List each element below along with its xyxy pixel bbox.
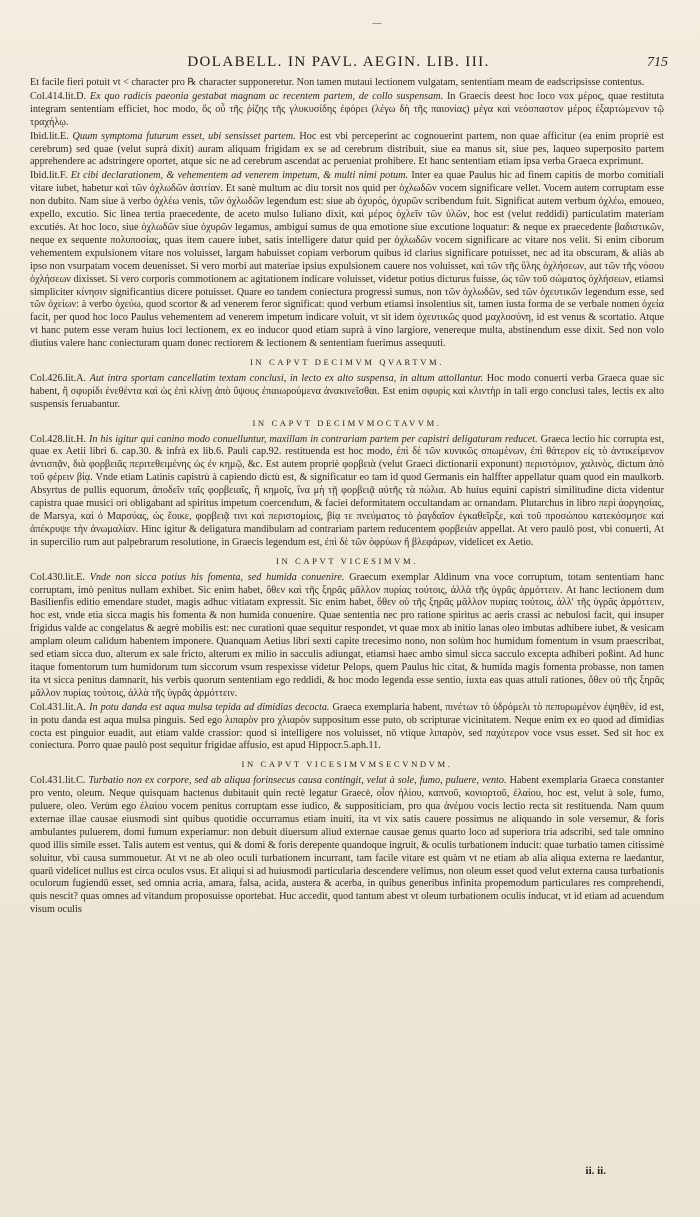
column-reference: Col.431.lit.C. — [30, 775, 86, 787]
running-title: DOLABELL. IN PAVL. AEGIN. LIB. III. — [187, 54, 490, 70]
column-reference: Col.426.lit.A. — [30, 372, 87, 384]
lemma-quote: In potu danda est aqua mulsa tepida ad dimidias decocta. — [89, 701, 330, 713]
paragraph-text: Inter ea quae Paulus hic ad finem capitis de morbo comitiali vitare iubet, habetur καὶ τῶν ὀχλωδῶν ἀσιτίαν. Et sanè multum ac diu torsit nos quid per ὀχλωδῶν vocem significare vellet. Vocem autem corruptam esse non dubito. Nam siue à verbo ὀχλέω venis, τῶν ὀχλωδῶν legendum est: siue ab ὀχυρός, ὀχυρῶν scribendum fuit. Significat autem verbum ὀχλέω, emoueo, expello, excutio. Sic linea tertia praecedente, de aceto mulso Iuliano dixit, καὶ μέρος ὀχλεῖν τῶν ὑλῶν, hoc est (velut reddidi) particulatim materiam excutiés. At hoc loco, siue ὀχλωδῶν siue ὀχυρῶν legamus, ambigui sumus de qua emotione siue excutione loquatur: & neque ex praecedente βαδιστικῶν, neque ex sequente πολυποσίας, quas item cauere iubet, satis intelligere datur quid per ὀχλωδῶν vocem significare ac vitare nos velit. Si enim ciborum vehementem expulsionem vitare nos voluisset, largam habuisset copiam verborum quibus id clarius significare potuisset, nec ad ita obscuram, & aliàs ab ipso non vsurpatam vocem deuenisset. Si vero morbi aut materiae ipsius expulsionem cauere nos voluisset, καὶ τῶν τῆς ὕλης ὀχλήσεων, aut τῶν τῆς νόσου ὀχλήσεων dixisset. Si vero corporis commotionem ac agitationem indicare voluisset, videtur potius dicturus fuisse, ὡς τῶν τοῦ σώματος ὀχλήσεων, etiamsi simpliciter κίνησιν significantius dicere potuisset. Quare eo tandem coniectura progressi sumus, non τῶν ὀχλωδῶν, sed τῶν ὀχευτικῶν legendum esse, sed τῶν ὀχείων: à verbo ὀχεύω, quod scortor & ad venerem feror significat: quod verbum etiamsi insolentius sit, tamen iusta forma de se verbale nomen ὀχεία facit, per quod hoc loco Paulus vehementem ad venerem impetum indicare voluit, vt sit idem ὀχευτικῶς quod μαχλοσύνη, id est venus & scortatio. Atque vt hanc putem esse veram huius loci lectionem, ex eo inducor quod etiam suprà à vino largiore, venereque multa, abstinendum esse dixit. Sed non volo diutius valere hanc coniecturam quam donec rectiorem & lectionem & sententiam fuerimus assequuti. — [30, 170, 664, 350]
column-reference: Ibid.lit.F. — [30, 170, 68, 182]
paragraph-text: Hoc modo conuerti verba Graeca quae sic habent, ἢ σφυρίδι ἐνεθέντα καὶ ὡς ἐπὶ κλίνῃ ἀπὸ ὕψους ἐπαιωρούμενα ἀνακινεῖσθαι. Est enim σφυρὶς καὶ κλιντὴρ in tali ergo conclusi tales, lectis ex alto suspensis feruabantur. — [30, 372, 664, 410]
commentary-paragraph — [30, 131, 664, 170]
commentary-paragraph — [30, 434, 664, 550]
paragraph-text: Graeca lectio hic corrupta est, quae ex Aetii libri 6. cap.30. & infrà ex lib.6. Pauli cap.92. restituenda est hoc modo, ἐπὶ δὲ τῶν κυνικῶς σπωμένων, ἐπὶ θάτερον εἰς τὸ ἀντικείμενον ἀντισπᾷν, διὰ φορβειᾶς περιτεθειμένης ὡς ἐν κημῷ, &c. Est autem propriè φορβειὰ (velut Graeci dictionarii exponunt) περιστόμιον, χαλινὸς, dictum ἀπὸ τοῦ φέρειν βίᾳ. Vnde etiam Latinis capistrù à capiendo dictù est, & significatur eo tam id quod Germanis ein halffter appellatur quam quod ein maulkorb. Absyrtus de pullis equorum, ἀποδεῖν ταῖς φορβειαῖς, ἢ κημοῖς, ἵνα μὴ τῇ φορβειᾷ αὐτῆς τὰ πώλια. Ab huius equini capistri similitudine dicta videntur capistra quae musici ori obligabant ad spiritus impetum coercendum, & faciei deformitatem occultandam ac ornandam. Plutarchus in libro περὶ ἀοργησίας, de Marsya, καὶ ὁ Μαρσύας, ὡς ἔοικε, φορβειᾷ τινι καὶ περιστομίοις, βίᾳ τε πνεύματος τὸ ῥαγδαῖον ἐγκαθεῖρξε, καὶ τοῦ προσώπου κατεκόσμησε καὶ ἀπέκρυψε τὴν ἀνωμαλίαν. Hinc igitur & deligatura mandibulam ad contrariam partem reducentem φορβειὰν appellat. At vero paulò post, vbi conuerti, At in supercilio rum aut palpebrarum resolutione, in Graecis legendum est, ἐπὶ δὲ τῶν ὀφρύων ἢ βλεφάρων, videlicet ex Aetio. — [30, 433, 665, 548]
commentary-paragraph — [30, 170, 664, 351]
column-reference: Col.431.lit.A. — [30, 701, 87, 713]
paragraph-text: Habent exemplaria Graeca constanter pro vento, oleum. Neque quisquam hactenus dubitauit quin rectè legatur Graecè, οἷον ἡλίου, καπνοῦ, κονιορτοῦ, ἐλαίου, hoc est, velut à sole, fumo, puluere, oleo. Verùm ego ἐλαίου vocem penitus corruptam esse iudico, & suppositiciam, pro qua ἀνέμου vocis lectio recta sit restituenda. Nam quum externae illae causae eiusmodi sint quibus quotidie occurramus etiam inuiti, ita vt vix satis cauere possimus ne aliquando in sole versemur, & foris ambulantes puluerem, domi fumum experiamur: non debuit diuersum aliud externae causae genus quarto loco ad superiora tria adscribi, sed tale omnino quod illis simile esset. Talis autem est ventus, qui & domi & foris derepente quandoque ingruit, & oculis turbationem inducit: quae turbatio tamen citissimè soluitur, vbi causa summouetur. At vt ne ab oleo oculi turbationem incurrant, tam facile vitare est quàm vt ne etiam ab alia aliqua externa re laedantur, quarū videlicet nullus est circa oculos vsus. Et aliqui si ad huiusmodi particularia descendere velimus, non oleum esset quod velut externa causa turbationis oculorum fugiendū esset, sed omnia acria, amara, falsa, acida, austera & acerba, in quibus generibus infinita propemodum particulares res comprehendi, quis nescit? quas omnes ad vitandum proposuisse oportebat. Huc accedit, quod tantum abest vt oleum turbationem oculis inducat, vt id etiam ad acuendum visum oculis — [30, 775, 665, 916]
commentary-paragraph — [30, 77, 664, 90]
lemma-quote: Aut intra sportam cancellatim textam conclusi, in lecto ex alto suspensa, in altum attollantur. — [89, 372, 484, 384]
lemma-quote: Et cibi declarationem, & vehementem ad venerem impetum, & multi nimi potum. — [70, 170, 409, 182]
section-heading: IN CAPVT VICESIMVMSECVNDVM. — [241, 759, 453, 770]
lemma-quote: Vnde non sicca potius his fomenta, sed humida conuenire. — [89, 571, 345, 583]
lemma-quote: Turbatio non ex corpore, sed ab aliqua forinsecus causa contingit, velut à sole, fumo, puluere, vento. — [88, 775, 507, 787]
column-reference: Ibid.lit.E. — [30, 130, 69, 142]
column-reference: Col.430.lit.E. — [30, 571, 85, 583]
column-reference: Col.428.lit.H. — [30, 433, 87, 445]
paragraph-text: Graeca exemplaria habent, πινέτων τὸ ὑδρόμελι τὸ πεπυρωμένον ἐψηθὲν, id est, in potu danda est aqua mulsa pinguis. Sed ego λιπαρὸν pro χλιαρὸν suppositum esse puto, ob scripturae vicinitatem. Neque enim ex eo quod ad dimidias cocta est pinguior euadit, aut etiam valde crassior: quod si intelligere nos voluisset, nō vtique λιπαρὸν, sed παχύτερον voce vsus esset. Sed sit hoc ex coniectura. Porro quae paulò post sequitur frigidae affusio, est apud Hippocr.5.aph.11. — [30, 701, 665, 752]
commentary-paragraph — [30, 572, 664, 701]
commentary-paragraph — [30, 91, 664, 130]
fold-mark: — — [372, 18, 382, 29]
column-reference: Col.414.lit.D. — [30, 90, 87, 102]
lemma-quote: Quum symptoma futurum esset, ubi sensisset partem. — [72, 130, 296, 142]
signature-mark: ii. ii. — [585, 1165, 606, 1177]
lemma-quote: Ex quo radicis paeonia gestabat magnam ac recentem partem, de collo suspensam. — [89, 90, 444, 102]
paragraph-text: In Graecis deest hoc loco vox μέρος, quae restituta integram sententiam efficiet, hoc modo, ὅς οὖ τῆς ῥίζης τῆς γλυκυσίδης ἐφόρει (λέγω δὴ τῆς παιονίας) μέγα καὶ νεόσπαστον μέρος ἐξαρτώμενον τῷ τραχήλῳ. — [30, 90, 665, 128]
page-number: 715 — [647, 55, 668, 70]
page-header — [30, 54, 668, 71]
paragraph-text: Graecum exemplar Aldinum vna voce corruptum, totam sententiam hanc corruptam, imò penitus nullam exhibet. Sic enim habet, ὅθεν καὶ τῆς ξηρᾶς μᾶλλον πυρίας τούτοις, ἀλλὰ τῆς ὑγρᾶς ἁρμόττειν. At hanc lectionem dum Basilienfis editio emendare studet, magis adhuc vitiatam expressit. Sic enim habet, ὅθεν οὐ τῆς ξηρᾶς μᾶλλον πυρίας τούτοις, ἀλλ' τῆς ὑγρᾶς ἁρμόττειν, hoc est, vnde etia sicca magis his fomenta & non humida conuenire. Quae sententia nec pro ratione spiritus ac aeris crassi ac nebulosi facit, qui insuper frigidus valde ac congelatus & aegrè mobilis est: nec curationi quae sequitur respondet, vt quae mox ab initio lanas oleo imbutas adhibere iubet, & vesicam amplam oleum calidum habentem imponere. Quanquam Aetius libri sexti capite trecesimo nono, non solùm hoc humidum fomentum in vsum praescribat, sed etiam sicca duo, alterum ex sale fricto, alterum ex milio in sacculis adiungat, etiamsi haec ambo simul sicca sacculo excepta adhiberi poßint. Ad hunc itaque fomentorum tum humidorum tum siccorum vsum respexisse videtur Pelops, quem Paulus hic citat, & humida magis fomenta probasse, non tamen ita vt sicca penitus damnarit, his verbis quorum sententiam ego reddidi, & hoc modo legenda esse sentio, iuxta eas quas attuli rationes, ὅθεν οὐ τῆς ξηρᾶς μᾶλλον πυρίας τούτοις, ἀλλὰ τῆς ὑγρᾶς ἁρμόττειν. — [30, 571, 664, 699]
lemma-quote: In his igitur qui canino modo conuelluntur, maxillam in contrariam partem per capistri deligaturam reducet. — [88, 433, 538, 445]
commentary-paragraph — [30, 373, 664, 412]
commentary-paragraph — [30, 775, 664, 917]
commentary-text — [30, 77, 664, 917]
commentary-paragraph — [30, 702, 664, 754]
paragraph-text: Hoc est vbi perceperint ac cognouerint partem, non quae afficitur (ea enim propriè est cerebrum) sed quae (velut suprà dixit) auram aliquam frigidam ex se ad cerebrum distribuit, siue ea manus sit, siue pes, laqueo superposito partem apprehendere ac adstringere oportet, atque sic ne ad cerebrum ascendat ac perueniat prohibere. Et hanc sententiam etiam ipsa verba Graeca exprimunt. — [30, 130, 664, 168]
paragraph-text: Et facile fieri potuit vt < character pro ℞ character supponeretur. Non tamen mutaui lectionem vulgatam, sententiam meam de eadscripsisse contentus. — [30, 77, 645, 88]
section-heading: IN CAPVT DECIMVM QVARTVM. — [249, 357, 445, 368]
section-heading: IN CAPVT DECIMVMOCTAVVM. — [252, 417, 442, 428]
section-heading: IN CAPVT VICESIMVM. — [276, 555, 418, 566]
